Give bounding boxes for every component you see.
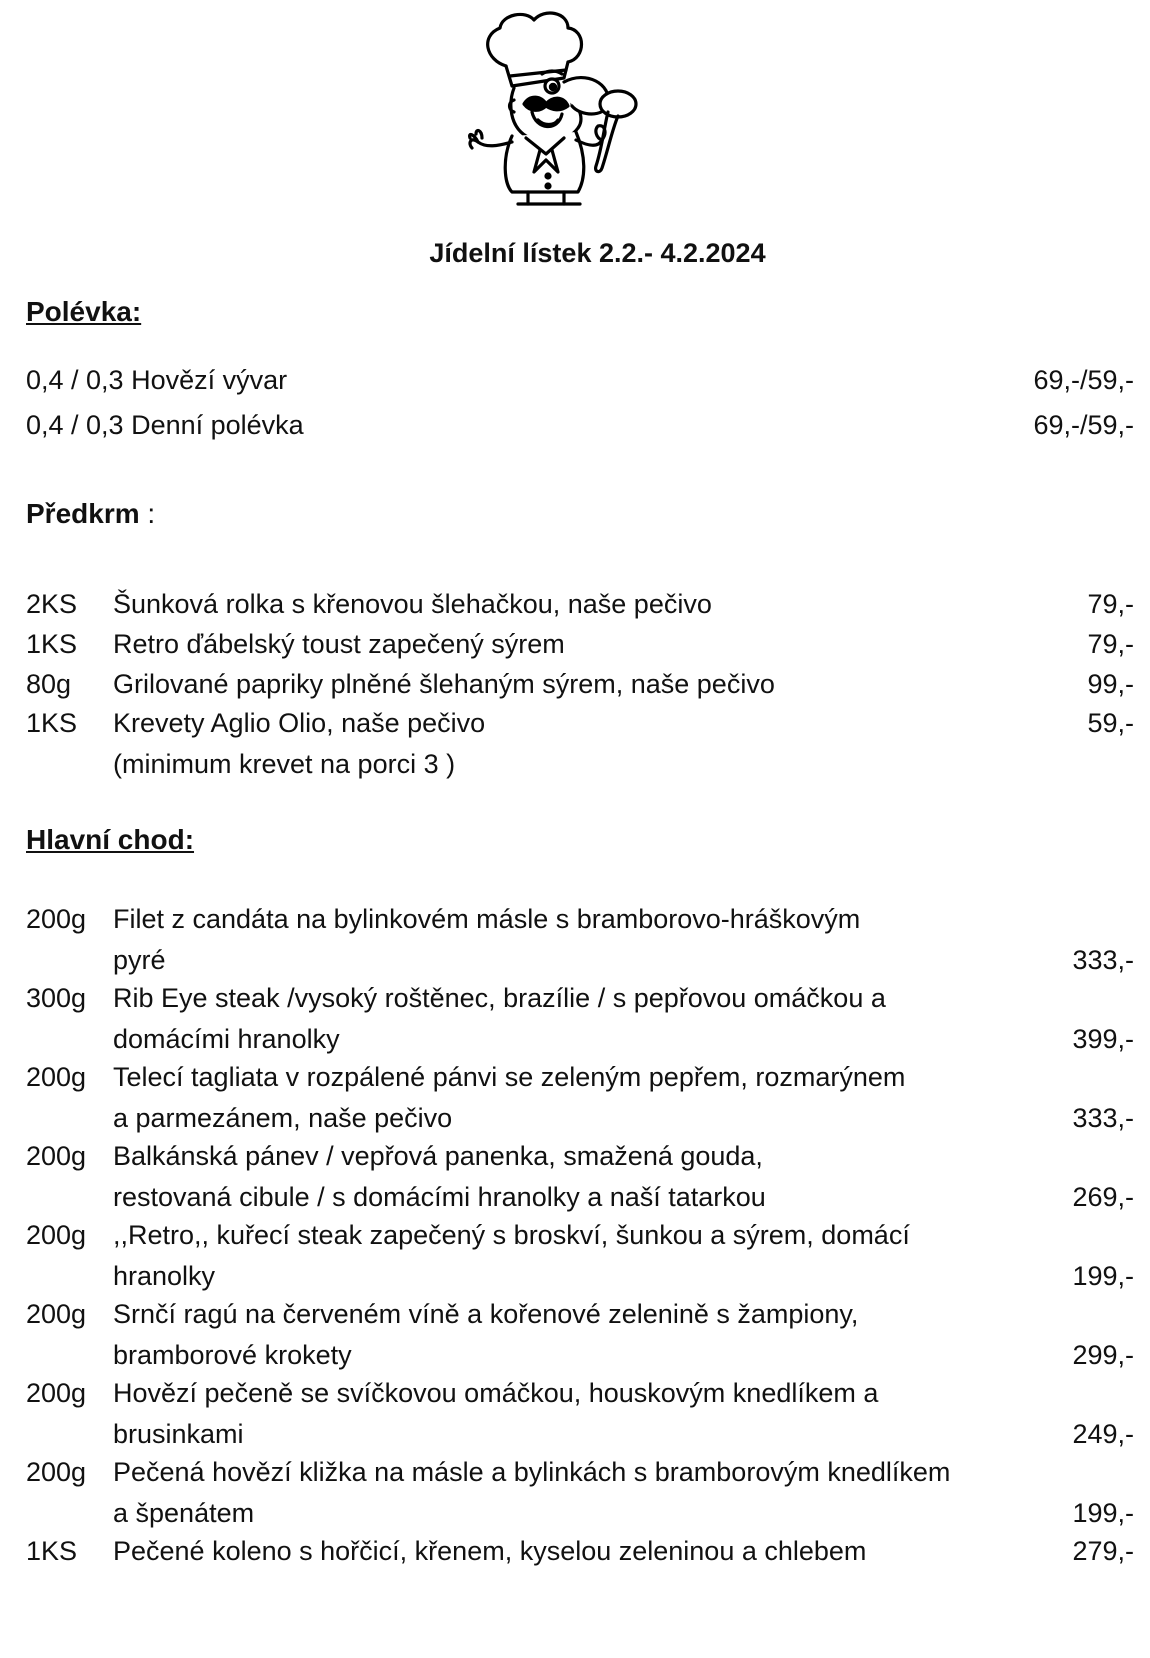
menu-item (26, 1215, 1134, 1297)
item-name: Filet z candáta na bylinkovém másle s bramborovo-hráškovým (113, 904, 861, 934)
menu-title: Jídelní lístek 2.2.- 4.2.2024 (429, 238, 766, 268)
menu-item (26, 899, 1134, 981)
item-price: 79,- (1087, 629, 1134, 659)
section-heading-main: Hlavní chod: (26, 824, 195, 855)
menu-item (26, 978, 1134, 1060)
item-quantity: 200g (26, 1378, 87, 1408)
menu-item (26, 1373, 1134, 1455)
menu-item (26, 664, 1134, 705)
item-name: Hovězí pečeně se svíčkovou omáčkou, houskovým knedlíkem a (113, 1378, 879, 1408)
menu-item (26, 405, 1134, 445)
item-name-continued: pyré (113, 945, 166, 975)
item-name: 0,4 / 0,3 Hovězí vývar (26, 365, 288, 395)
section-heading-starter: Předkrm : (26, 498, 156, 529)
item-quantity: 200g (26, 1062, 87, 1092)
menu-item (26, 1531, 1134, 1572)
item-name: Pečená hovězí kližka na másle a bylinkách s bramborovým knedlíkem (113, 1457, 951, 1487)
item-price: 199,- (1072, 1261, 1134, 1291)
item-name: Pečené koleno s hořčicí, křenem, kyselou zeleninou a chlebem (113, 1536, 867, 1566)
item-name: Srnčí ragú na červeném víně a kořenové zelenině s žampiony, (113, 1299, 859, 1329)
section-heading-soup: Polévka: (26, 296, 142, 327)
item-name: Balkánská pánev / vepřová panenka, smažená gouda, (113, 1141, 763, 1171)
item-name-continued: hranolky (113, 1261, 216, 1291)
menu-item (26, 624, 1134, 665)
item-quantity: 80g (26, 669, 72, 699)
item-price: 399,- (1072, 1024, 1134, 1054)
item-quantity: 1KS (26, 708, 78, 738)
item-quantity: 200g (26, 904, 87, 934)
item-name-continued: brusinkami (113, 1419, 244, 1449)
menu-item (26, 1452, 1134, 1534)
item-name-continued: bramborové krokety (113, 1340, 352, 1370)
item-name: Grilované papriky plněné šlehaným sýrem, naše pečivo (113, 669, 775, 699)
item-price: 79,- (1087, 589, 1134, 619)
menu-item (26, 1294, 1134, 1376)
item-price: 69,-/59,- (1033, 365, 1134, 395)
item-name: Telecí tagliata v rozpálené pánvi se zeleným pepřem, rozmarýnem (113, 1062, 906, 1092)
item-price: 333,- (1072, 1103, 1134, 1133)
menu-item (26, 1057, 1134, 1139)
item-name-continued: a špenátem (113, 1498, 255, 1528)
item-note: (minimum krevet na porci 3 ) (113, 749, 456, 779)
menu-item (26, 360, 1134, 400)
item-quantity: 200g (26, 1220, 87, 1250)
menu-item (26, 584, 1134, 625)
chef-icon (468, 8, 688, 213)
item-name: Šunková rolka s křenovou šlehačkou, naše pečivo (113, 589, 712, 619)
item-name-continued: a parmezánem, naše pečivo (113, 1103, 453, 1133)
item-price: 269,- (1072, 1182, 1134, 1212)
item-name: Krevety Aglio Olio, naše pečivo (113, 708, 486, 738)
item-price: 69,-/59,- (1033, 410, 1134, 440)
item-name: Rib Eye steak /vysoký roštěnec, brazílie / s pepřovou omáčkou a (113, 983, 886, 1013)
item-price: 333,- (1072, 945, 1134, 975)
item-name: Retro ďábelský toust zapečený sýrem (113, 629, 565, 659)
item-price: 199,- (1072, 1498, 1134, 1528)
item-quantity: 2KS (26, 589, 78, 619)
item-price: 249,- (1072, 1419, 1134, 1449)
item-quantity: 200g (26, 1457, 87, 1487)
item-quantity: 1KS (26, 629, 78, 659)
item-quantity: 200g (26, 1141, 87, 1171)
item-name: 0,4 / 0,3 Denní polévka (26, 410, 304, 440)
item-name-continued: domácími hranolky (113, 1024, 340, 1054)
item-name: ,,Retro,, kuřecí steak zapečený s broskví, šunkou a sýrem, domácí (113, 1220, 910, 1250)
menu-item (26, 703, 1134, 785)
item-quantity: 1KS (26, 1536, 78, 1566)
item-price: 279,- (1072, 1536, 1134, 1566)
item-quantity: 300g (26, 983, 87, 1013)
item-price: 299,- (1072, 1340, 1134, 1370)
menu-item (26, 1136, 1134, 1218)
item-price: 59,- (1087, 708, 1134, 738)
item-name-continued: restovaná cibule / s domácími hranolky a naší tatarkou (113, 1182, 766, 1212)
item-price: 99,- (1087, 669, 1134, 699)
item-quantity: 200g (26, 1299, 87, 1329)
